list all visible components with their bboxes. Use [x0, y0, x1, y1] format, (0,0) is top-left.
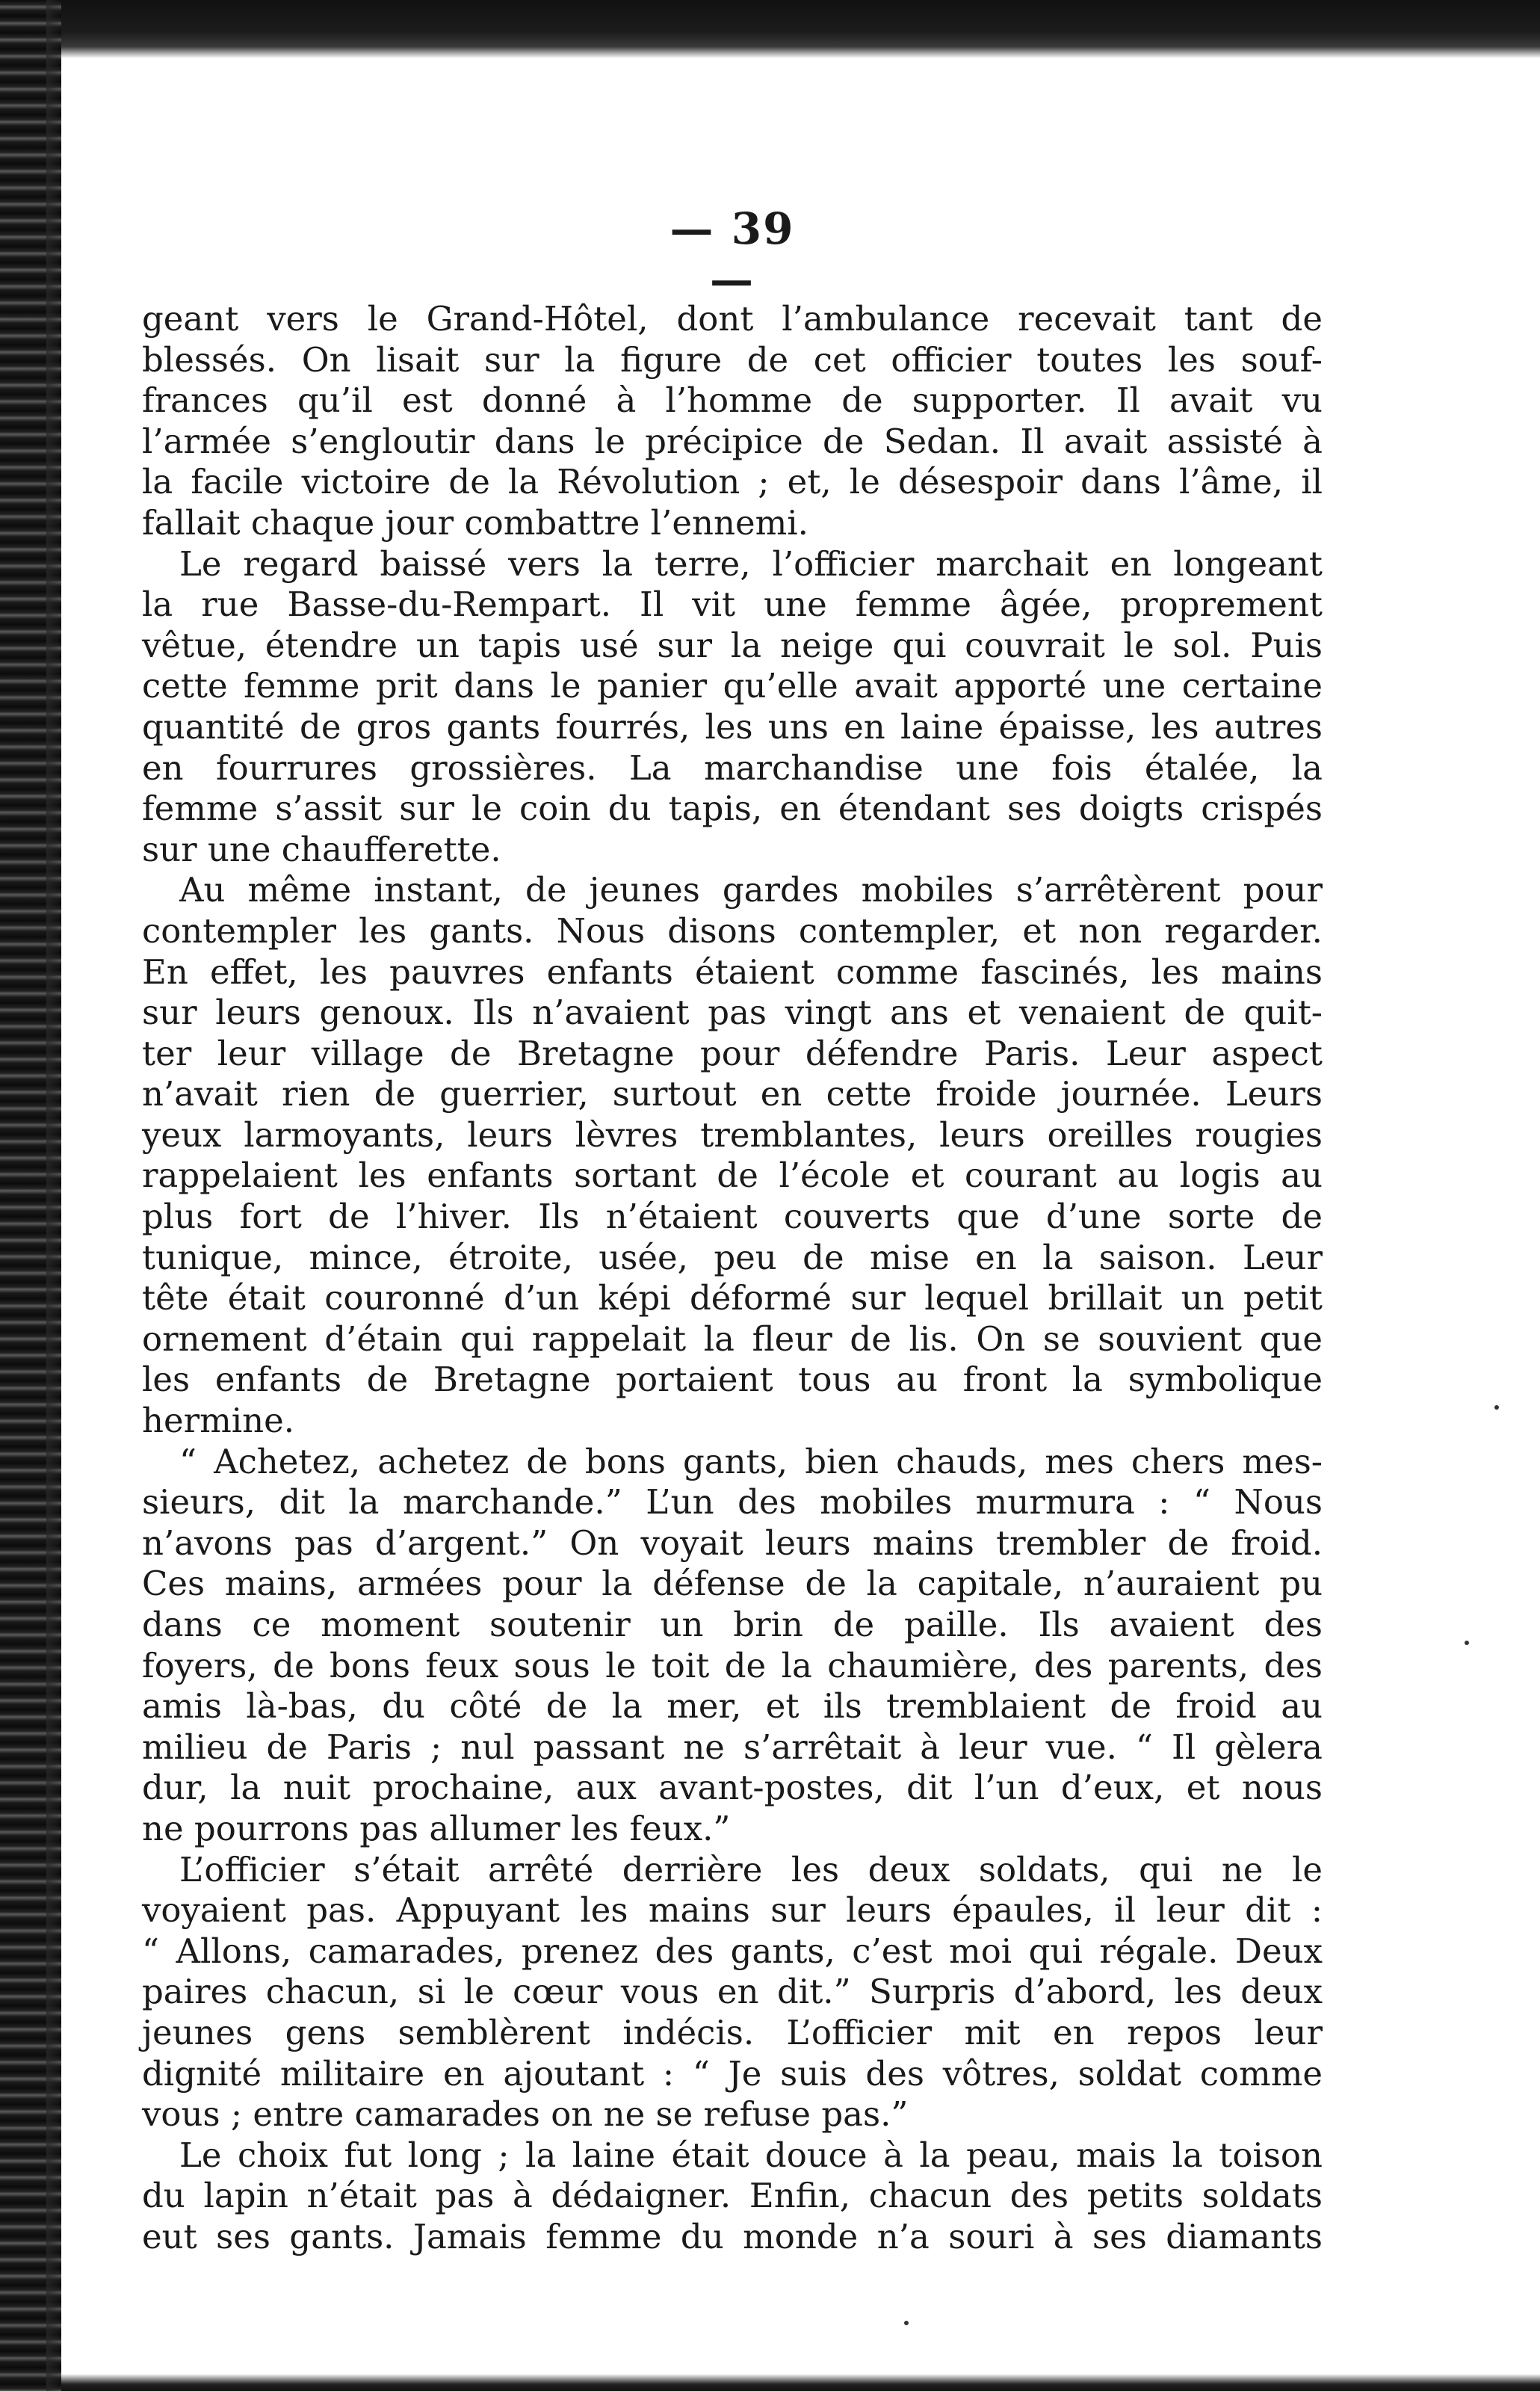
text-line: Le choix fut long ; la laine était douce à la peau, mais la toison [179, 2135, 1323, 2175]
text-line: tête était couronné d’un képi déformé sur lequel brillait un petit [142, 1278, 1323, 1318]
text-line: paires chacun, si le cœur vous en dit.” Surpris d’abord, les deux [142, 1972, 1323, 2012]
text-line: Le regard baissé vers la terre, l’officier marchait en longeant [179, 543, 1323, 584]
text-line: blessés. On lisait sur la figure de cet officier toutes les souf- [142, 339, 1323, 380]
text-line: contempler les gants. Nous disons contempler, et non regarder. [142, 910, 1323, 951]
scan-speck [1465, 1641, 1469, 1645]
text-line: milieu de Paris ; nul passant ne s’arrêtait à leur vue. “ Il gèlera [142, 1727, 1323, 1767]
text-line: sur une chaufferette. [142, 829, 501, 869]
text-line: eut ses gants. Jamais femme du monde n’a souri à ses diamants [142, 2216, 1323, 2256]
page-number: — 39 — [670, 203, 795, 305]
body-text [142, 299, 1323, 2258]
scan-speck [904, 2321, 909, 2325]
text-line: geant vers le Grand-Hôtel, dont l’ambulance recevait tant de [142, 299, 1323, 339]
scan-left-edge [0, 0, 61, 2391]
text-line: ter leur village de Bretagne pour défendre Paris. Leur aspect [142, 1033, 1323, 1073]
text-line: “ Achetez, achetez de bons gants, bien chauds, mes chers mes- [179, 1441, 1323, 1481]
text-line: “ Allons, camarades, prenez des gants, c’est moi qui régale. Deux [142, 1931, 1323, 1971]
text-line: fallait chaque jour combattre l’ennemi. [142, 502, 808, 543]
text-line: sur leurs genoux. Ils n’avaient pas vingt ans et venaient de quit- [142, 993, 1323, 1033]
text-line: sieurs, dit la marchande.” L’un des mobiles murmura : “ Nous [142, 1482, 1323, 1522]
text-line: dans ce moment soutenir un brin de paille. Ils avaient des [142, 1605, 1323, 1644]
text-line: l’armée s’engloutir dans le précipice de Sedan. Il avait assisté à [142, 421, 1323, 461]
text-line: plus fort de l’hiver. Ils n’étaient couverts que d’une sorte de [142, 1197, 1323, 1237]
text-line: foyers, de bons feux sous le toit de la chaumière, des parents, des [142, 1645, 1323, 1685]
text-line: du lapin n’était pas à dédaigner. Enfin, chacun des petits soldats [142, 2176, 1323, 2216]
text-line: yeux larmoyants, leurs lèvres tremblantes, leurs oreilles rougies [142, 1114, 1323, 1155]
scan-speck [1494, 1405, 1499, 1410]
scan-top-edge [0, 0, 1540, 58]
text-line: dignité militaire en ajoutant : “ Je suis des vôtres, soldat comme [142, 2053, 1323, 2094]
text-line: n’avait rien de guerrier, surtout en cette froide journée. Leurs [142, 1074, 1323, 1114]
text-line: hermine. [142, 1401, 295, 1441]
text-line: n’avons pas d’argent.” On voyait leurs mains trembler de froid. [142, 1522, 1323, 1563]
text-line: amis là-bas, du côté de la mer, et ils tremblaient de froid au [142, 1686, 1323, 1727]
text-line: rappelaient les enfants sortant de l’école et courant au logis au [142, 1156, 1323, 1196]
text-line: quantité de gros gants fourrés, les uns en laine épaisse, les autres [142, 706, 1323, 747]
text-line: dur, la nuit prochaine, aux avant-postes, dit l’un d’eux, et nous [142, 1768, 1323, 1808]
text-line: en fourrures grossières. La marchandise une fois étalée, la [142, 747, 1323, 788]
text-line: les enfants de Bretagne portaient tous au front la symbolique [142, 1360, 1323, 1400]
text-line: tunique, mince, étroite, usée, peu de mise en la saison. Leur [142, 1237, 1323, 1277]
text-line: L’officier s’était arrêté derrière les deux soldats, qui ne le [179, 1849, 1323, 1889]
text-line: vêtue, étendre un tapis usé sur la neige qui couvrait le sol. Puis [142, 625, 1323, 665]
text-line: cette femme prit dans le panier qu’elle avait apporté une certaine [142, 666, 1323, 706]
scan-bottom-edge [61, 2374, 1540, 2391]
text-line: frances qu’il est donné à l’homme de supporter. Il avait vu [142, 380, 1323, 421]
text-line: ornement d’étain qui rappelait la fleur de lis. On se souvient que [142, 1318, 1323, 1359]
text-line: Ces mains, armées pour la défense de la capitale, n’auraient pu [142, 1564, 1323, 1604]
text-line: la rue Basse-du-Rempart. Il vit une femme âgée, proprement [142, 584, 1323, 625]
scan-speck [833, 41, 838, 46]
text-line: En effet, les pauvres enfants étaient comme fascinés, les mains [142, 951, 1323, 992]
text-line: jeunes gens semblèrent indécis. L’officier mit en repos leur [142, 2012, 1323, 2052]
text-line: la facile victoire de la Révolution ; et, le désespoir dans l’âme, il [142, 462, 1323, 502]
text-line: vous ; entre camarades on ne se refuse pas.” [142, 2094, 909, 2135]
text-line: Au même instant, de jeunes gardes mobiles s’arrêtèrent pour [179, 870, 1323, 910]
text-line: femme s’assit sur le coin du tapis, en étendant ses doigts crispés [142, 789, 1323, 829]
text-line: ne pourrons pas allumer les feux.” [142, 1808, 731, 1848]
text-line: voyaient pas. Appuyant les mains sur leurs épaules, il leur dit : [142, 1890, 1323, 1931]
